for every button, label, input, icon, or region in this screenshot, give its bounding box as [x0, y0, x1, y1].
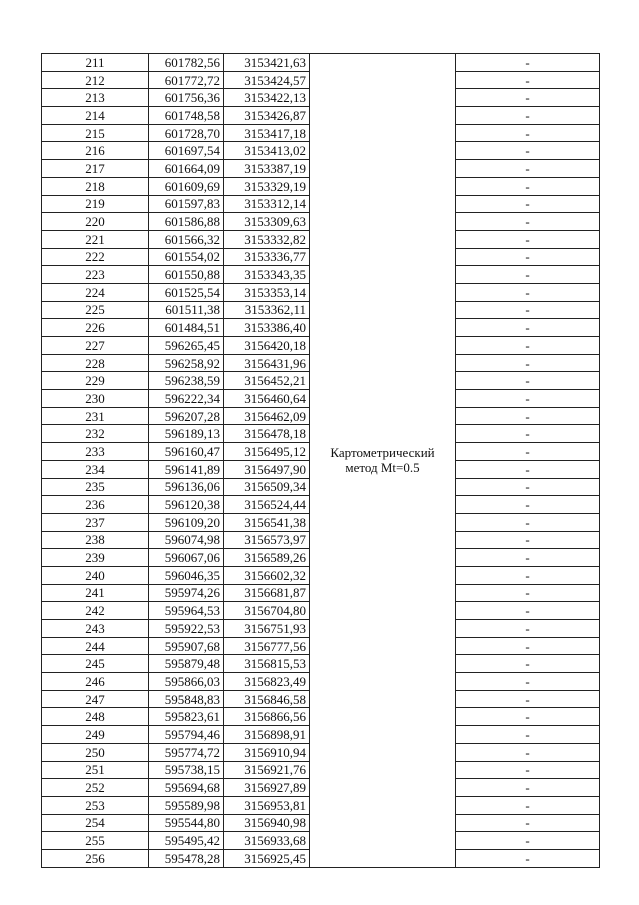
x-coordinate-cell: 601554,02: [149, 248, 224, 266]
x-coordinate-cell: 601566,32: [149, 230, 224, 248]
x-coordinate-cell: 595879,48: [149, 655, 224, 673]
note-cell: -: [456, 195, 600, 213]
y-coordinate-cell: 3156478,18: [224, 425, 310, 443]
y-coordinate-cell: 3153387,19: [224, 160, 310, 178]
note-cell: -: [456, 142, 600, 160]
y-coordinate-cell: 3156681,87: [224, 584, 310, 602]
x-coordinate-cell: 595866,03: [149, 673, 224, 691]
point-number-cell: 242: [42, 602, 149, 620]
x-coordinate-cell: 601525,54: [149, 283, 224, 301]
point-number-cell: 256: [42, 849, 149, 867]
y-coordinate-cell: 3156751,93: [224, 620, 310, 638]
y-coordinate-cell: 3153336,77: [224, 248, 310, 266]
y-coordinate-cell: 3153309,63: [224, 213, 310, 231]
point-number-cell: 213: [42, 89, 149, 107]
note-cell: -: [456, 407, 600, 425]
y-coordinate-cell: 3156815,53: [224, 655, 310, 673]
point-number-cell: 251: [42, 761, 149, 779]
x-coordinate-cell: 595774,72: [149, 743, 224, 761]
x-coordinate-cell: 601772,72: [149, 71, 224, 89]
x-coordinate-cell: 596109,20: [149, 513, 224, 531]
note-cell: -: [456, 443, 600, 461]
x-coordinate-cell: 601586,88: [149, 213, 224, 231]
x-coordinate-cell: 601748,58: [149, 107, 224, 125]
note-cell: -: [456, 814, 600, 832]
note-cell: -: [456, 177, 600, 195]
x-coordinate-cell: 595694,68: [149, 779, 224, 797]
x-coordinate-cell: 596265,45: [149, 337, 224, 355]
point-number-cell: 218: [42, 177, 149, 195]
note-cell: -: [456, 248, 600, 266]
y-coordinate-cell: 3156704,80: [224, 602, 310, 620]
note-cell: -: [456, 301, 600, 319]
y-coordinate-cell: 3153353,14: [224, 283, 310, 301]
y-coordinate-cell: 3156431,96: [224, 354, 310, 372]
x-coordinate-cell: 596222,34: [149, 390, 224, 408]
point-number-cell: 237: [42, 513, 149, 531]
method-line-1: Картометрический: [330, 445, 435, 461]
note-cell: -: [456, 779, 600, 797]
point-number-cell: 212: [42, 71, 149, 89]
x-coordinate-cell: 595589,98: [149, 796, 224, 814]
note-cell: -: [456, 690, 600, 708]
point-number-cell: 222: [42, 248, 149, 266]
point-number-cell: 249: [42, 726, 149, 744]
note-cell: -: [456, 213, 600, 231]
y-coordinate-cell: 3156589,26: [224, 549, 310, 567]
point-number-cell: 211: [42, 54, 149, 72]
x-coordinate-cell: 596046,35: [149, 566, 224, 584]
note-cell: -: [456, 708, 600, 726]
note-cell: -: [456, 478, 600, 496]
point-number-cell: 214: [42, 107, 149, 125]
note-cell: -: [456, 425, 600, 443]
x-coordinate-cell: 601597,83: [149, 195, 224, 213]
point-number-cell: 252: [42, 779, 149, 797]
y-coordinate-cell: 3153421,63: [224, 54, 310, 72]
y-coordinate-cell: 3156846,58: [224, 690, 310, 708]
point-number-cell: 224: [42, 283, 149, 301]
point-number-cell: 223: [42, 266, 149, 284]
coordinates-table: [41, 53, 600, 868]
x-coordinate-cell: 595848,83: [149, 690, 224, 708]
x-coordinate-cell: 601756,36: [149, 89, 224, 107]
x-coordinate-cell: 601550,88: [149, 266, 224, 284]
x-coordinate-cell: 596136,06: [149, 478, 224, 496]
point-number-cell: 239: [42, 549, 149, 567]
y-coordinate-cell: 3156524,44: [224, 496, 310, 514]
point-number-cell: 248: [42, 708, 149, 726]
note-cell: -: [456, 743, 600, 761]
x-coordinate-cell: 595823,61: [149, 708, 224, 726]
table-row: [42, 54, 600, 72]
point-number-cell: 235: [42, 478, 149, 496]
point-number-cell: 236: [42, 496, 149, 514]
point-number-cell: 225: [42, 301, 149, 319]
note-cell: -: [456, 655, 600, 673]
note-cell: -: [456, 230, 600, 248]
x-coordinate-cell: 596238,59: [149, 372, 224, 390]
method-cell: [310, 54, 456, 868]
point-number-cell: 231: [42, 407, 149, 425]
note-cell: -: [456, 160, 600, 178]
x-coordinate-cell: 595907,68: [149, 637, 224, 655]
point-number-cell: 244: [42, 637, 149, 655]
point-number-cell: 255: [42, 832, 149, 850]
note-cell: -: [456, 107, 600, 125]
point-number-cell: 238: [42, 531, 149, 549]
y-coordinate-cell: 3153417,18: [224, 124, 310, 142]
note-cell: -: [456, 372, 600, 390]
point-number-cell: 243: [42, 620, 149, 638]
point-number-cell: 228: [42, 354, 149, 372]
y-coordinate-cell: 3156497,90: [224, 460, 310, 478]
y-coordinate-cell: 3156910,94: [224, 743, 310, 761]
x-coordinate-cell: 595544,80: [149, 814, 224, 832]
x-coordinate-cell: 595495,42: [149, 832, 224, 850]
y-coordinate-cell: 3156495,12: [224, 443, 310, 461]
point-number-cell: 234: [42, 460, 149, 478]
y-coordinate-cell: 3156462,09: [224, 407, 310, 425]
x-coordinate-cell: 595974,26: [149, 584, 224, 602]
y-coordinate-cell: 3156509,34: [224, 478, 310, 496]
point-number-cell: 254: [42, 814, 149, 832]
y-coordinate-cell: 3153332,82: [224, 230, 310, 248]
point-number-cell: 245: [42, 655, 149, 673]
note-cell: -: [456, 531, 600, 549]
note-cell: -: [456, 726, 600, 744]
y-coordinate-cell: 3156940,98: [224, 814, 310, 832]
x-coordinate-cell: 596141,89: [149, 460, 224, 478]
x-coordinate-cell: 595478,28: [149, 849, 224, 867]
y-coordinate-cell: 3156573,97: [224, 531, 310, 549]
x-coordinate-cell: 596160,47: [149, 443, 224, 461]
point-number-cell: 216: [42, 142, 149, 160]
method-line-2: метод Mt=0.5: [345, 460, 420, 476]
point-number-cell: 217: [42, 160, 149, 178]
x-coordinate-cell: 601609,69: [149, 177, 224, 195]
note-cell: -: [456, 673, 600, 691]
y-coordinate-cell: 3156777,56: [224, 637, 310, 655]
y-coordinate-cell: 3153413,02: [224, 142, 310, 160]
note-cell: -: [456, 266, 600, 284]
note-cell: -: [456, 584, 600, 602]
y-coordinate-cell: 3156460,64: [224, 390, 310, 408]
x-coordinate-cell: 595738,15: [149, 761, 224, 779]
point-number-cell: 227: [42, 337, 149, 355]
note-cell: -: [456, 513, 600, 531]
point-number-cell: 240: [42, 566, 149, 584]
note-cell: -: [456, 620, 600, 638]
note-cell: -: [456, 602, 600, 620]
x-coordinate-cell: 601728,70: [149, 124, 224, 142]
point-number-cell: 230: [42, 390, 149, 408]
y-coordinate-cell: 3156933,68: [224, 832, 310, 850]
x-coordinate-cell: 601697,54: [149, 142, 224, 160]
point-number-cell: 253: [42, 796, 149, 814]
point-number-cell: 233: [42, 443, 149, 461]
y-coordinate-cell: 3153312,14: [224, 195, 310, 213]
y-coordinate-cell: 3156452,21: [224, 372, 310, 390]
point-number-cell: 246: [42, 673, 149, 691]
x-coordinate-cell: 595794,46: [149, 726, 224, 744]
y-coordinate-cell: 3156925,45: [224, 849, 310, 867]
y-coordinate-cell: 3156420,18: [224, 337, 310, 355]
x-coordinate-cell: 596258,92: [149, 354, 224, 372]
x-coordinate-cell: 595922,53: [149, 620, 224, 638]
point-number-cell: 250: [42, 743, 149, 761]
y-coordinate-cell: 3153422,13: [224, 89, 310, 107]
point-number-cell: 220: [42, 213, 149, 231]
note-cell: -: [456, 849, 600, 867]
y-coordinate-cell: 3153426,87: [224, 107, 310, 125]
y-coordinate-cell: 3153386,40: [224, 319, 310, 337]
point-number-cell: 229: [42, 372, 149, 390]
y-coordinate-cell: 3156898,91: [224, 726, 310, 744]
note-cell: -: [456, 283, 600, 301]
y-coordinate-cell: 3153329,19: [224, 177, 310, 195]
x-coordinate-cell: 596067,06: [149, 549, 224, 567]
x-coordinate-cell: 596074,98: [149, 531, 224, 549]
point-number-cell: 219: [42, 195, 149, 213]
x-coordinate-cell: 601782,56: [149, 54, 224, 72]
y-coordinate-cell: 3153362,11: [224, 301, 310, 319]
note-cell: -: [456, 337, 600, 355]
y-coordinate-cell: 3156866,56: [224, 708, 310, 726]
note-cell: -: [456, 549, 600, 567]
note-cell: -: [456, 54, 600, 72]
note-cell: -: [456, 761, 600, 779]
note-cell: -: [456, 566, 600, 584]
x-coordinate-cell: 596207,28: [149, 407, 224, 425]
point-number-cell: 226: [42, 319, 149, 337]
point-number-cell: 247: [42, 690, 149, 708]
note-cell: -: [456, 124, 600, 142]
x-coordinate-cell: 601511,38: [149, 301, 224, 319]
coordinates-table-body: [42, 54, 600, 868]
note-cell: -: [456, 71, 600, 89]
y-coordinate-cell: 3156541,38: [224, 513, 310, 531]
x-coordinate-cell: 595964,53: [149, 602, 224, 620]
point-number-cell: 215: [42, 124, 149, 142]
note-cell: -: [456, 796, 600, 814]
x-coordinate-cell: 596189,13: [149, 425, 224, 443]
note-cell: -: [456, 390, 600, 408]
y-coordinate-cell: 3156927,89: [224, 779, 310, 797]
x-coordinate-cell: 601484,51: [149, 319, 224, 337]
note-cell: -: [456, 496, 600, 514]
note-cell: -: [456, 319, 600, 337]
y-coordinate-cell: 3156823,49: [224, 673, 310, 691]
note-cell: -: [456, 832, 600, 850]
y-coordinate-cell: 3156602,32: [224, 566, 310, 584]
y-coordinate-cell: 3153343,35: [224, 266, 310, 284]
note-cell: -: [456, 637, 600, 655]
note-cell: -: [456, 89, 600, 107]
x-coordinate-cell: 601664,09: [149, 160, 224, 178]
point-number-cell: 221: [42, 230, 149, 248]
y-coordinate-cell: 3156921,76: [224, 761, 310, 779]
y-coordinate-cell: 3156953,81: [224, 796, 310, 814]
point-number-cell: 241: [42, 584, 149, 602]
note-cell: -: [456, 460, 600, 478]
point-number-cell: 232: [42, 425, 149, 443]
y-coordinate-cell: 3153424,57: [224, 71, 310, 89]
note-cell: -: [456, 354, 600, 372]
x-coordinate-cell: 596120,38: [149, 496, 224, 514]
